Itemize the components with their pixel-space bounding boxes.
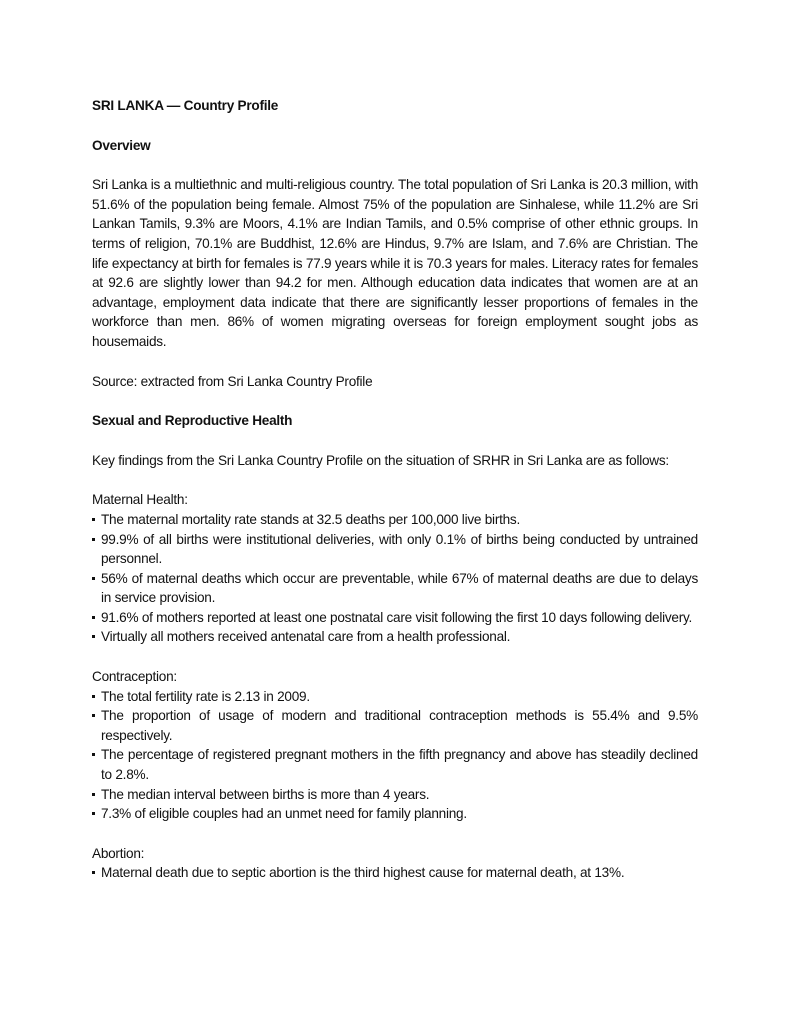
list-item-text: Maternal death due to septic abortion is the third highest cause for maternal death, at 13%. [101, 865, 625, 881]
bullet-icon [92, 695, 95, 698]
list-item-text: The total fertility rate is 2.13 in 2009. [101, 688, 310, 704]
bullet-icon [92, 753, 95, 756]
bullet-icon [92, 871, 95, 874]
list-item [92, 745, 698, 784]
bullet-icon [92, 812, 95, 815]
srh-heading: Sexual and Reproductive Health [92, 413, 293, 429]
document-title: SRI LANKA — Country Profile [92, 98, 279, 113]
list-item [92, 785, 698, 805]
bullet-icon [92, 635, 95, 638]
section-label: Contraception: [92, 669, 177, 685]
list-item [92, 627, 698, 647]
list-item-text: 56% of maternal deaths which occur are preventable, while 67% of maternal deaths are due to delays in service provision. [101, 570, 698, 606]
bullet-icon [92, 714, 95, 717]
list-item [92, 510, 698, 530]
list-item [92, 804, 698, 824]
list-item-text: The median interval between births is more than 4 years. [101, 786, 430, 802]
source-note: Source: extracted from Sri Lanka Country Profile [92, 373, 373, 389]
srh-intro: Key findings from the Sri Lanka Country Profile on the situation of SRHR in Sri Lanka are as follows: [92, 452, 669, 468]
section-label: Maternal Health: [92, 492, 188, 508]
bullet-icon [92, 538, 95, 541]
overview-heading: Overview [92, 137, 151, 153]
list-item-text: 91.6% of mothers reported at least one postnatal care visit following the first 10 days following delivery. [101, 609, 693, 625]
section-abortion [92, 844, 698, 883]
list-item [92, 687, 698, 707]
list-item-text: The maternal mortality rate stands at 32.5 deaths per 100,000 live births. [101, 511, 521, 527]
bullet-icon [92, 616, 95, 619]
list-item-text: 7.3% of eligible couples had an unmet need for family planning. [101, 806, 467, 822]
list-item-text: The proportion of usage of modern and traditional contraception methods is 55.4% and 9.5% respectively. [101, 708, 698, 743]
bullet-list [92, 687, 698, 824]
list-item-text: Virtually all mothers received antenatal care from a health professional. [101, 629, 511, 645]
section-label: Abortion: [92, 845, 145, 861]
document-page [92, 96, 698, 903]
list-item-text: 99.9% of all births were institutional deliveries, with only 0.1% of births being conducted by untrained personnel. [101, 531, 698, 567]
bullet-icon [92, 518, 95, 521]
bullet-icon [92, 577, 95, 580]
bullet-list [92, 863, 698, 883]
overview-paragraph: Sri Lanka is a multiethnic and multi-religious country. The total population of Sri Lanka is 20.3 million, with 51.6% of the population being female. Almost 75% of the population are Sinhalese, while 11.2% are Sri Lankan Tamils, 9.3% are Moors, 4.1% are Indian Tamils, and 0.5% comprise of other ethnic groups. In terms of religion, 70.1% are Buddhist, 12.6% are Hindus, 9.7% are Islam, and 7.6% are Christian. The life expectancy at birth for females is 77.9 years while it is 70.3 years for males. Literacy rates for females at 92.6 are slightly lower than 94.2 for men. Although education data indicates that women are at an advantage, employment data indicate that there are significantly lesser proportions of females in the workforce than men. 86% of women migrating overseas for foreign employment sought jobs as housemaids. [92, 177, 698, 349]
list-item [92, 608, 698, 628]
bullet-icon [92, 793, 95, 796]
section-contraception [92, 667, 698, 824]
list-item-text: The percentage of registered pregnant mothers in the fifth pregnancy and above has steadily declined to 2.8%. [101, 747, 698, 783]
list-item [92, 706, 698, 745]
list-item [92, 863, 698, 883]
section-maternal-health [92, 490, 698, 647]
list-item [92, 530, 698, 569]
list-item [92, 569, 698, 608]
bullet-list [92, 510, 698, 647]
